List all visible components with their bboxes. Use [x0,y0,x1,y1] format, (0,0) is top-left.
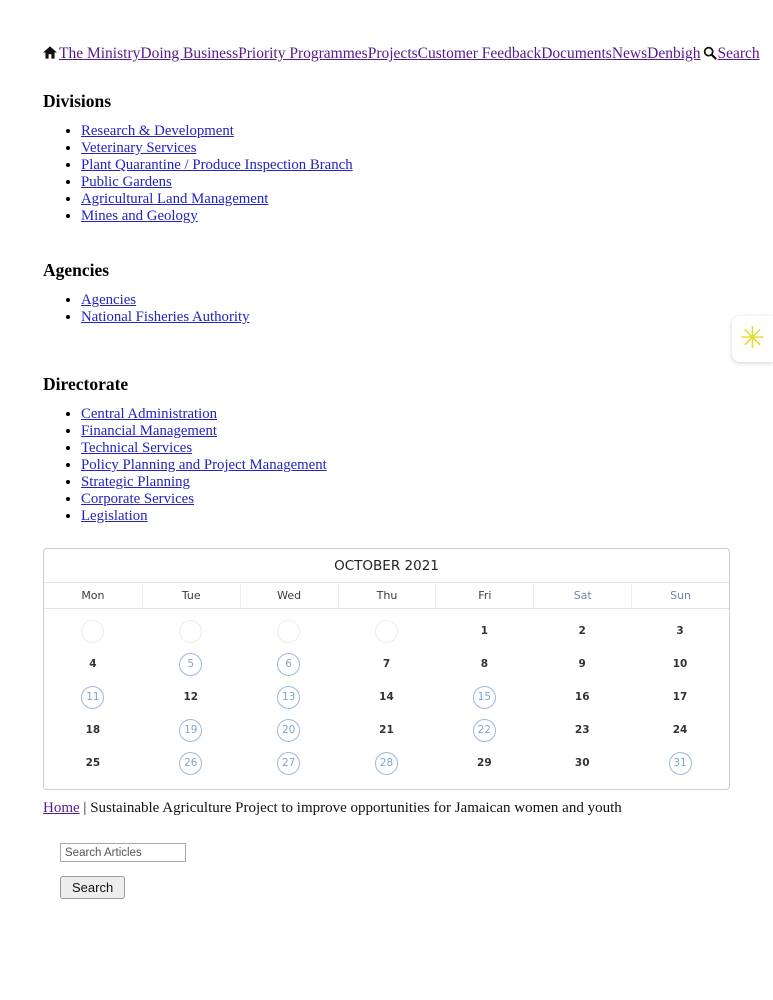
calendar-empty-day [179,620,202,643]
search-button[interactable]: Search [60,876,125,899]
calendar-day: 21 [379,724,394,737]
calendar-event-day[interactable]: 28 [375,752,398,775]
nav-link[interactable]: Denbigh [647,45,701,62]
article-search [60,843,730,900]
list-item [81,123,730,140]
calendar-title: OCTOBER 2021 [334,557,439,574]
section-link[interactable]: Legislation [81,507,148,524]
calendar-cell [338,714,436,747]
section-link[interactable]: Public Gardens [81,173,172,190]
calendar-grid [44,609,729,789]
section-link[interactable]: Technical Services [81,440,193,457]
section-link[interactable]: Research & Development [81,123,234,139]
calendar-cell [631,615,729,648]
calendar-cell [44,747,142,780]
section-title: Agencies [43,260,110,281]
list-item [81,309,730,326]
calendar-empty-day [81,620,104,643]
calendar-event-day[interactable]: 20 [277,719,300,742]
list-item [81,191,730,208]
calendar-day: 17 [672,691,688,704]
list-item [81,440,730,457]
calendar-cell [44,681,142,714]
calendar-cell [142,615,240,648]
calendar-cell [240,648,338,681]
calendar-day: 8 [480,658,488,671]
list-item [81,508,730,525]
calendar-cell [338,615,436,648]
section-link[interactable]: Veterinary Services [81,139,197,156]
calendar-day-header: Thu [338,583,436,608]
calendar-day-header: Mon [81,588,105,602]
breadcrumb [43,800,730,817]
calendar-cell [338,747,436,780]
nav-link[interactable]: Customer Feedback [417,45,542,62]
search-input[interactable] [60,843,186,862]
calendar-day: 10 [672,658,688,671]
section-link[interactable]: Corporate Services [81,490,194,507]
section-link[interactable]: Central Administration [81,406,218,423]
calendar-cell [435,681,533,714]
calendar-event-day[interactable]: 11 [81,686,104,709]
calendar-cell [142,681,240,714]
calendar-cell [631,681,729,714]
calendar-cell [44,615,142,648]
nav-link[interactable]: The Ministry [59,45,141,62]
calendar-day: 23 [574,724,590,737]
calendar-day: 18 [85,724,101,737]
nav-link[interactable]: Priority Programmes [238,45,368,62]
list-item [81,208,730,225]
section-link[interactable]: National Fisheries Authority [81,309,250,326]
calendar-cell [533,681,631,714]
calendar-day: 7 [382,658,391,671]
calendar-day: 30 [574,757,590,770]
section-link-list [43,123,730,224]
breadcrumb-separator: | [83,799,87,816]
calendar-event-day[interactable]: 27 [277,752,300,775]
calendar-cell [533,714,631,747]
calendar-day-header: Sat [533,583,631,608]
section-link[interactable]: Mines and Geology [81,207,198,224]
nav-search-label: Search [717,45,760,62]
calendar-day-header: Sun [631,583,729,608]
list-item [81,491,730,508]
search-icon [703,45,717,66]
section-link[interactable]: Financial Management [81,423,218,440]
top-nav [43,43,760,66]
list-item [81,157,730,174]
calendar-cell [435,615,533,648]
calendar-cell [44,648,142,681]
calendar-day: 16 [574,691,590,704]
calendar-event-day[interactable]: 13 [277,686,300,709]
calendar-cell [435,648,533,681]
calendar-event-day[interactable]: 22 [473,719,496,742]
calendar-event-day[interactable]: 6 [277,653,300,676]
calendar-cell [240,615,338,648]
calendar-day: 25 [85,757,101,770]
calendar-cell [338,681,436,714]
nav-search-link[interactable] [703,45,760,62]
calendar-cell [142,648,240,681]
section-link-list [43,292,730,326]
list-item [81,457,730,474]
calendar-day: 1 [480,625,488,638]
breadcrumb-text: Sustainable Agriculture Project to improve opportunities for Jamaican women and youth [90,799,622,816]
nav-link[interactable]: Projects [367,45,418,62]
calendar-day-header: Wed [240,583,338,608]
home-icon [43,45,57,62]
calendar-cell [338,648,436,681]
section-link[interactable]: Agricultural Land Management [81,190,269,207]
calendar-header-row [44,582,729,609]
calendar-cell [44,714,142,747]
calendar-cell [435,747,533,780]
calendar-cell [240,747,338,780]
calendar-cell [142,747,240,780]
calendar-cell [240,714,338,747]
calendar-cell [240,681,338,714]
calendar-day: 3 [676,625,684,638]
calendar-day: 12 [183,691,199,704]
calendar-day: 2 [578,625,586,638]
accessibility-widget[interactable] [732,316,773,362]
calendar-cell [533,648,631,681]
section-link[interactable]: Strategic Planning [81,473,190,490]
calendar-event-day[interactable]: 26 [179,752,202,775]
calendar-event-day[interactable]: 5 [179,653,202,676]
list-item [81,174,730,191]
calendar-event-day[interactable]: 31 [669,752,692,775]
section-link[interactable]: Agencies [81,292,137,309]
section-link[interactable]: Plant Quarantine / Produce Inspection Branch [81,156,353,173]
list-item [81,140,730,157]
section-title: Divisions [43,91,112,111]
calendar-empty-day [375,620,398,643]
calendar-cell [533,615,631,648]
list-item [81,474,730,491]
list-item [81,406,730,423]
breadcrumb-home-link[interactable]: Home [43,799,80,816]
calendar-day: 14 [379,691,394,704]
home-link[interactable] [43,45,57,62]
calendar-cell [631,747,729,780]
calendar-day: 9 [578,658,586,671]
calendar-widget [43,548,730,790]
list-item [81,292,730,309]
nav-link[interactable]: News [611,45,648,62]
calendar-cell [142,714,240,747]
calendar-event-day[interactable]: 15 [473,686,496,709]
calendar-day: 4 [89,658,97,671]
calendar-cell [631,648,729,681]
section-link[interactable]: Policy Planning and Project Management [81,456,327,473]
calendar-day: 29 [477,757,492,770]
calendar-event-day[interactable]: 19 [179,719,202,742]
list-item [81,423,730,440]
calendar-cell [533,747,631,780]
calendar-day: 24 [672,724,688,737]
nav-link[interactable]: Documents [541,45,612,62]
asterisk-icon: ✳ [739,321,766,356]
calendar-cell [631,714,729,747]
section-title: Directorate [43,374,129,395]
sections [43,91,730,525]
section-link-list [43,406,730,524]
calendar-day-header: Fri [435,583,533,608]
calendar-empty-day [277,620,300,643]
calendar-cell [435,714,533,747]
calendar-day-header: Tue [142,583,240,608]
nav-link[interactable]: Doing Business [140,45,239,62]
